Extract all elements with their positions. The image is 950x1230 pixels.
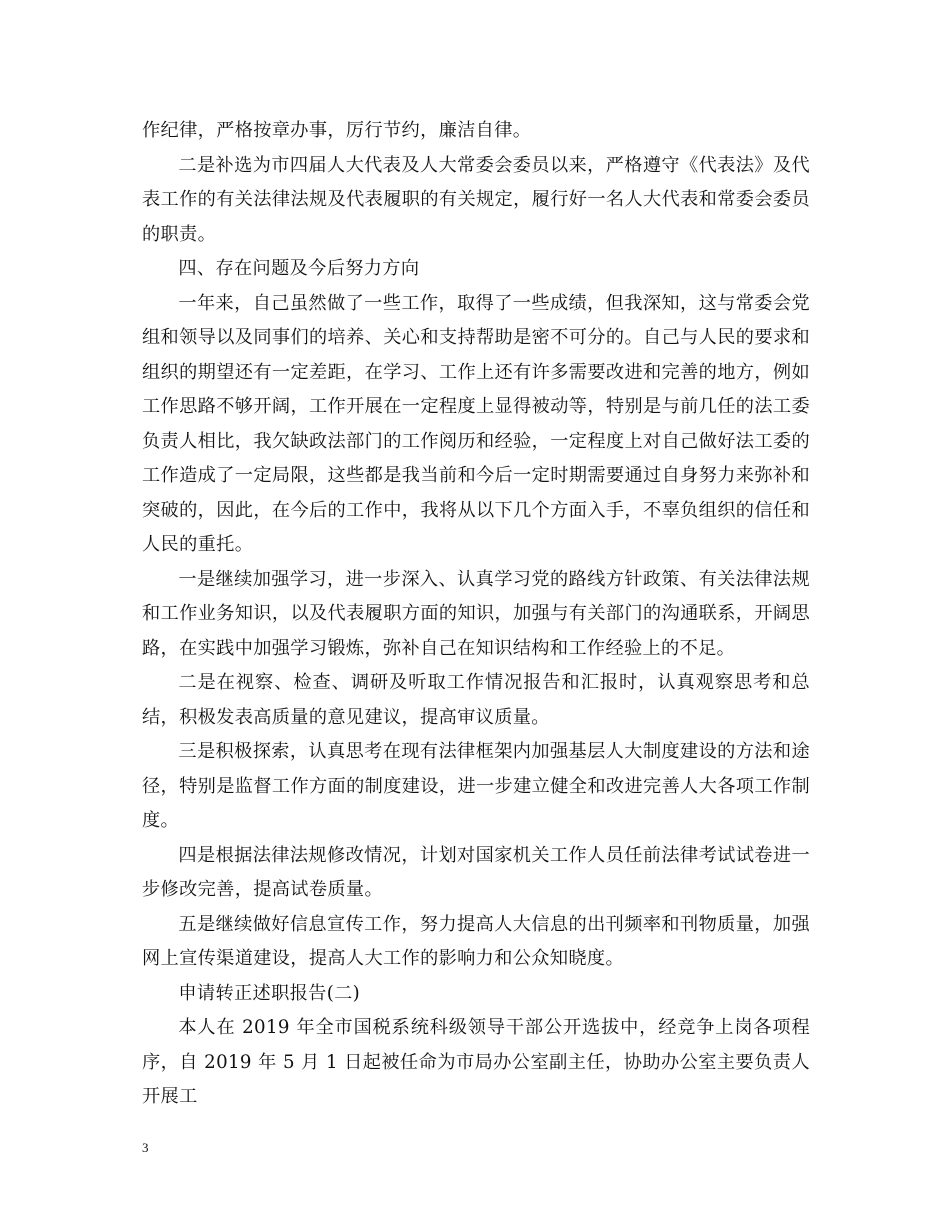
subtitle-report: 申请转正述职报告(二) <box>178 982 361 1004</box>
paragraph-3: 一年来，自己虽然做了一些工作，取得了一些成绩，但我深知，这与常委会党组和领导以及同事们的培养、关心和支持帮助是密不可分的。自己与人民的要求和组织的期望还有一定差距，在学习、工作上还有许多需要改进和完善的地方，例如工作思路不够开阔，工作开展在一定程度上显得被动等，特别是与前几任的法工委负责人相比，我欠缺政法部门的工作阅历和经验，一定程度上对自己做好法工委的工作造成了一定局限，这些都是我当前和今后一定时期需要通过自身努力来弥补和突破的，因此，在今后的工作中，我将从以下几个方面入手，不辜负组织的信任和人民的重托。 <box>142 292 810 555</box>
paragraph-9: 本人在 2019 年全市国税系统科级领导干部公开选拔中，经竞争上岗各项程序，自 2019 年 5 月 1 日起被任命为市局办公室副主任，协助办公室主要负责人开展工 <box>142 1017 810 1107</box>
paragraph-8: 五是继续做好信息宣传工作，努力提高人大信息的出刊频率和刊物质量，加强网上宣传渠道建设，提高人大工作的影响力和公众知晓度。 <box>142 913 810 969</box>
paragraph-5: 二是在视察、检查、调研及听取工作情况报告和汇报时，认真观察思考和总结，积极发表高质量的意见建议，提高审议质量。 <box>142 672 810 728</box>
paragraph-7: 四是根据法律法规修改情况，计划对国家机关工作人员任前法律考试试卷进一步修改完善，提高试卷质量。 <box>142 844 810 900</box>
paragraph-1: 作纪律，严格按章办事，厉行节约，廉洁自律。 <box>142 120 532 141</box>
document-body <box>142 114 810 1115</box>
paragraph-2: 二是补选为市四届人大代表及人大常委会委员以来，严格遵守《代表法》及代表工作的有关法律法规及代表履职的有关规定，履行好一名人大代表和常委会委员的职责。 <box>142 154 810 245</box>
section-heading: 四、存在问题及今后努力方向 <box>178 258 420 279</box>
page-number: 3 <box>142 1140 149 1155</box>
paragraph-6: 三是积极探索，认真思考在现有法律框架内加强基层人大制度建设的方法和途径，特别是监督工作方面的制度建设，进一步建立健全和改进完善人大各项工作制度。 <box>142 741 810 831</box>
paragraph-4: 一是继续加强学习，进一步深入、认真学习党的路线方针政策、有关法律法规和工作业务知识，以及代表履职方面的知识，加强与有关部门的沟通联系，开阔思路，在实践中加强学习锻炼，弥补自己在知识结构和工作经验上的不足。 <box>142 568 810 659</box>
